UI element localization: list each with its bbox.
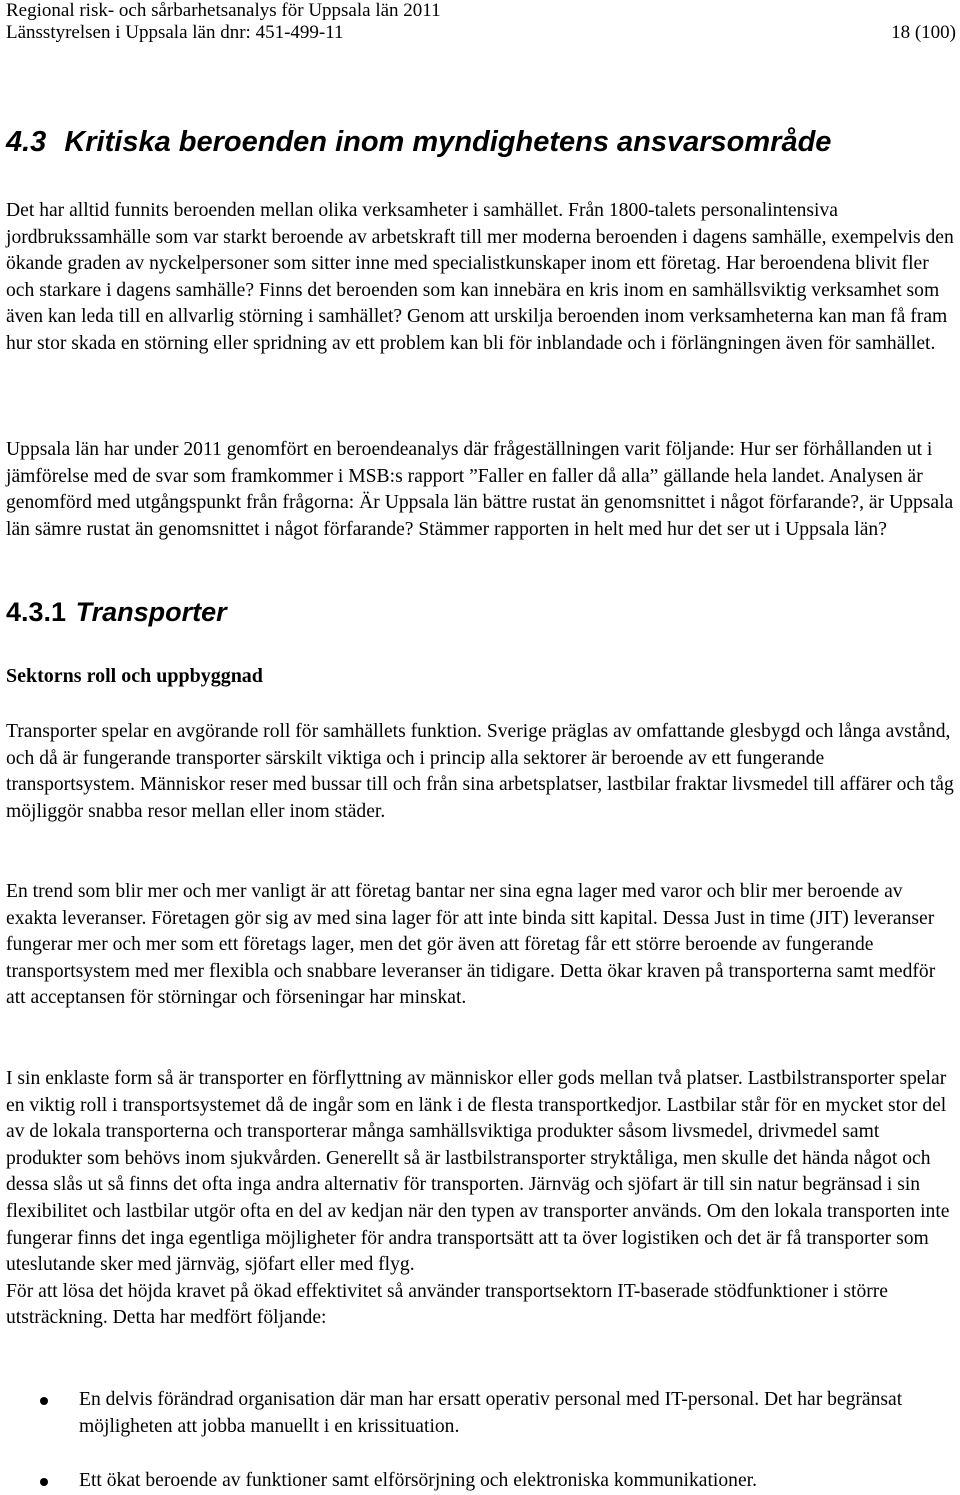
page-number: 18 (100) <box>891 22 956 43</box>
bullet-icon <box>40 1478 48 1486</box>
paragraph-it-support: För att lösa det höjda kravet på ökad effektivitet så använder transportsektorn IT-baserade stödfunktioner i större utsträckning. Detta har medfört följande: <box>6 1280 888 1329</box>
list-item <box>6 1387 954 1440</box>
paragraph-dependencies-intro: Det har alltid funnits beroenden mellan olika verksamheter i samhället. Från 1800-talets personalintensiva jordbrukssamhälle som var starkt beroende av arbetskraft till mer moderna beroenden i dagens samhälle, exempelvis den ökande graden av nyckelpersoner som sitter inne med specialistkunskaper inom ett företag. Har beroendena blivit fler och starkare i dagens samhälle? Finns det beroenden som kan innebära en kris inom en samhällsviktig verksamhet som även kan leda till en allvarlig störning i samhället? Genom att urskilja beroenden inom verksamheterna kan man få fram hur stor skada en störning eller spridning av ett problem kan bli för inblandade och i förlängningen även för samhället. <box>6 200 954 354</box>
subsection-heading <box>6 596 227 628</box>
list-item-text: En delvis förändrad organisation där man har ersatt operativ personal med IT-personal. Det har begränsat möjligheten att jobba manuellt i en krissituation. <box>79 1389 903 1437</box>
section-number: 4.3 <box>6 126 47 158</box>
subsection-title: Transporter <box>75 597 227 627</box>
bullet-icon <box>40 1397 48 1405</box>
paragraph-jit-trend: En trend som blir mer och mer vanligt är att företag bantar ner sina egna lager med varor och blir mer beroende av exakta leveranser. Företagen gör sig av med sina lager för att inte binda sitt kapital. Dessa Just in time (JIT) leveranser fungerar mer och mer som ett företags lager, men det gör även att företag får ett större beroende av fungerande transportsystem med mer flexibla och snabbare leveranser än tidigare. Detta ökar kraven på transporterna samt medför att acceptansen för störningar och förseningar har minskat. <box>6 881 936 1009</box>
section-heading <box>6 125 831 159</box>
page-header <box>6 0 956 44</box>
paragraph-transport-forms <box>6 1066 954 1332</box>
header-authority-dnr: Länsstyrelsen i Uppsala län dnr: 451-499-11 <box>6 22 344 43</box>
subsection-number: 4.3.1 <box>6 597 67 627</box>
list-item-text: Ett ökat beroende av funktioner samt elförsörjning och elektroniska kommunikationer. <box>79 1470 757 1491</box>
paragraph-dependency-analysis: Uppsala län har under 2011 genomfört en beroendeanalys där frågeställningen varit följande: Hur ser förhållanden ut i jämförelse med de svar som framkommer i MSB:s rapport ”Faller en faller då alla” gällande hela landet. Analysen är genomförd med utgångspunkt från frågorna: Är Uppsala län bättre rustat än genomsnittet i något förfarande?, är Uppsala län sämre rustat än genomsnittet i något förfarande? Stämmer rapporten in helt med hur det ser ut i Uppsala län? <box>6 439 954 540</box>
section-title: Kritiska beroenden inom myndighetens ansvarsområde <box>64 126 832 158</box>
list-item <box>6 1468 954 1495</box>
header-row <box>6 22 956 44</box>
subheading-sector-role: Sektorns roll och uppbyggnad <box>6 665 263 687</box>
header-report-title: Regional risk- och sårbarhetsanalys för Uppsala län 2011 <box>6 0 441 21</box>
paragraph-transport-role: Transporter spelar en avgörande roll för samhällets funktion. Sverige präglas av omfattande glesbygd och långa avstånd, och då är fungerande transporter särskilt viktiga och i princip alla sektorer är beroende av ett fungerande transportsystem. Människor reser med bussar till och från sina arbetsplatser, lastbilar fraktar livsmedel till affärer och tåg möjliggör snabba resor mellan eller inom städer. <box>6 721 954 822</box>
paragraph-transport-forms-text: I sin enklaste form så är transporter en förflyttning av människor eller gods mellan två platser. Lastbilstransporter spelar en viktig roll i transportsystemet då de ingår som en länk i de flesta transportkedjor. Lastbilar står för en mycket stor del av de lokala transporterna och transporterar många samhällsviktiga produkter såsom livsmedel, drivmedel samt produkter som behövs inom sjukvården. Generellt så är lastbilstransporter stryktåliga, men skulle det hända något och dessa slås ut så finns det ofta inga andra alternativ för transporten. Järnväg och sjöfart är till sin natur begränsad i sin flexibilitet och lastbilar utgör ofta en del av kedjan när den typen av transporter används. Om den lokala transporten inte fungerar finns det inga egentliga möjligheter för andra transportsätt att ta över logistiken och det är få transporter som uteslutande sker med järnväg, sjöfart eller med flyg. <box>6 1068 950 1276</box>
